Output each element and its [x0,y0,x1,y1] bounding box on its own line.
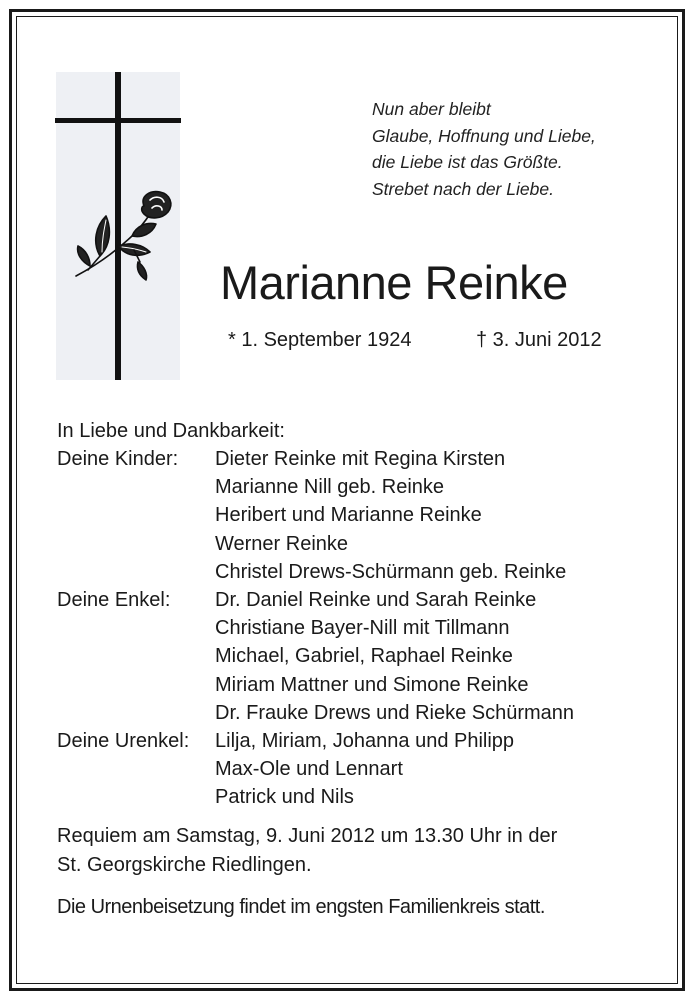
great-grandchildren-label: Deine Urenkel: [57,730,190,752]
children-list [215,445,566,586]
list-item: Dr. Daniel Reinke und Sarah Reinke [215,589,537,611]
intro-text: In Liebe und Dankbarkeit: [57,420,285,442]
verse-line: Strebet nach der Liebe. [372,178,554,199]
burial-notice: Die Urnenbeisetzung findet im engsten Familienkreis statt. [57,896,545,918]
deceased-name: Marianne Reinke [220,256,568,309]
list-item: Lilja, Miriam, Johanna und Philipp [215,730,515,752]
list-item: Heribert und Marianne Reinke [215,504,482,527]
great-grandchildren-list [215,727,514,812]
list-item: Max-Ole und Lennart [215,758,403,781]
rose-icon [70,186,180,282]
verse-line: Nun aber bleibt [372,99,491,119]
life-dates [228,327,602,353]
grandchildren-list [215,586,574,727]
requiem-line: Requiem am Samstag, 9. Juni 2012 um 13.30 Uhr in der [57,825,558,847]
list-item: Miriam Mattner und Simone Reinke [215,673,529,696]
requiem-notice [57,822,557,879]
verse-line: Glaube, Hoffnung und Liebe, [372,125,596,146]
cross-horizontal-bar [55,118,181,123]
list-item: Dieter Reinke mit Regina Kirsten [215,448,506,470]
grandchildren-label: Deine Enkel: [57,589,171,611]
children-label: Deine Kinder: [57,448,179,470]
list-item: Marianne Nill geb. Reinke [215,476,445,499]
birth-date: * 1. September 1924 [228,329,412,351]
death-date: † 3. Juni 2012 [476,329,602,351]
verse-line: die Liebe ist das Größte. [372,152,563,172]
list-item: Christiane Bayer-Nill mit Tillmann [215,617,510,640]
list-item: Michael, Gabriel, Raphael Reinke [215,645,513,668]
requiem-line: St. Georgskirche Riedlingen. [57,853,312,876]
list-item: Christel Drews-Schürmann geb. Reinke [215,560,567,583]
bible-verse [372,96,596,202]
list-item: Werner Reinke [215,532,349,555]
list-item: Patrick und Nils [215,786,354,809]
list-item: Dr. Frauke Drews und Rieke Schürmann [215,701,575,724]
